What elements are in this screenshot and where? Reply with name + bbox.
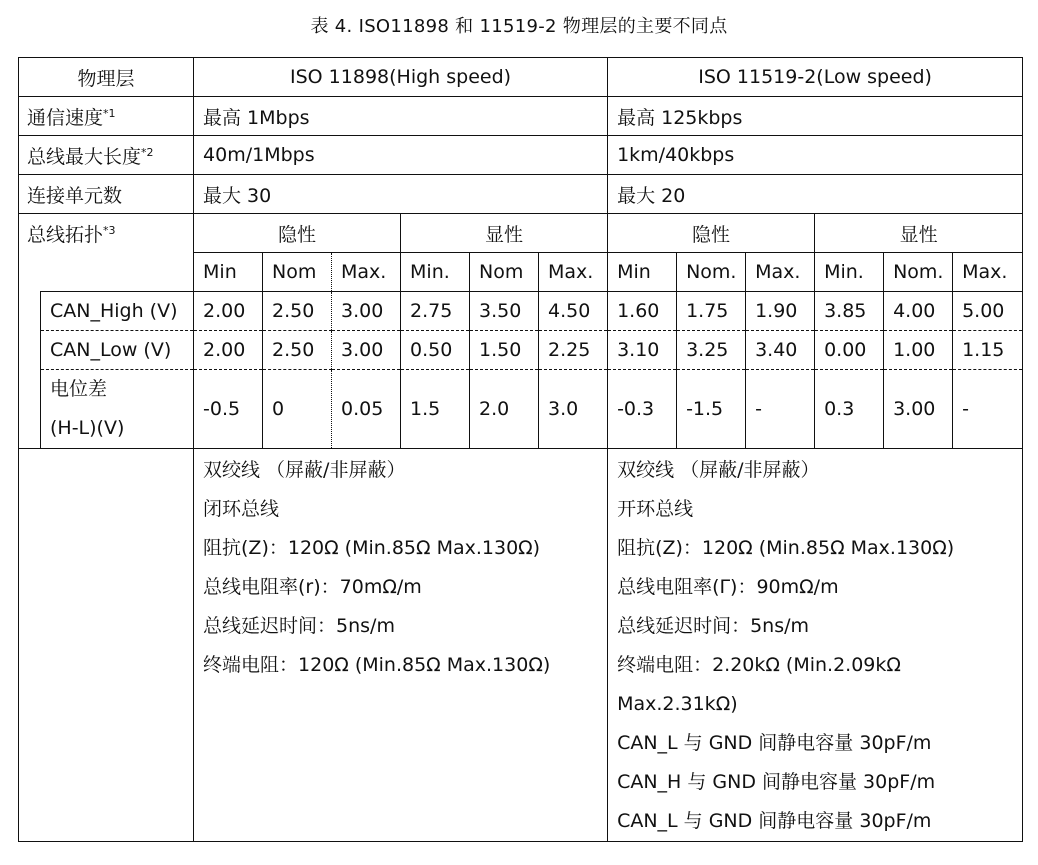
value-cell: 1.15 [953,331,1023,370]
value-cell: 3.50 [470,292,539,331]
indent-spacer [19,292,41,331]
value-cell: 4.00 [884,292,953,331]
subheader-cell: Nom. [677,253,746,292]
subheader-cell: Min. [401,253,470,292]
value-cell: 5.00 [953,292,1023,331]
row-label-topology: 总线拓扑$^{*3}$ [19,214,194,292]
value-cell: 3.00 [332,331,401,370]
value-cell: 0 [263,370,332,449]
value-cell: 2.50 [263,292,332,331]
units-low-speed: 最大 20 [608,175,1023,214]
row-label-can-low: CAN_Low (V) [41,331,194,370]
value-cell: 3.10 [608,331,677,370]
value-cell: 3.85 [815,292,884,331]
row-label-can-high: CAN_High (V) [41,292,194,331]
value-cell: - [953,370,1023,449]
value-cell: 3.00 [884,370,953,449]
value-cell: 4.50 [539,292,608,331]
indent-spacer [19,370,41,449]
notes-label-cell [19,449,194,842]
value-cell: 2.00 [194,292,263,331]
note-line: 总线电阻率(Γ)：90mΩ/m [617,576,839,598]
subheader-cell: Max. [746,253,815,292]
note-line: CAN_H 与 GND 间静电容量 30pF/m [617,771,936,793]
subheader-cell: Nom [470,253,539,292]
table-header-row [19,58,1023,97]
row-label-differential: 电位差 (H-L)(V) [41,370,194,449]
value-cell: -0.5 [194,370,263,449]
row-label-units: 连接单元数 [19,175,194,214]
value-cell: 2.75 [401,292,470,331]
table-row-differential [19,370,1023,449]
note-line: 开环总线 [617,498,694,520]
note-line: 总线延迟时间：5ns/m [203,615,395,637]
value-cell: -0.3 [608,370,677,449]
row-label-length: 总线最大长度$^{*2}$ [19,136,194,175]
note-line: Max.2.31kΩ) [617,693,738,715]
value-cell: 0.3 [815,370,884,449]
note-line: 总线电阻率(r)：70mΩ/m [203,576,422,598]
subheader-cell: Max. [332,253,401,292]
table-row-speed [19,97,1023,136]
note-line: 总线延迟时间：5ns/m [617,615,810,637]
units-high-speed: 最大 30 [194,175,608,214]
indent-spacer [19,331,41,370]
subheader-cell: Nom. [884,253,953,292]
group-ls-dominant: 显性 [815,214,1023,253]
note-line: CAN_L 与 GND 间静电容量 30pF/m [617,732,932,754]
value-cell: 0.00 [815,331,884,370]
speed-high-speed: 最高 1Mbps [194,97,608,136]
value-cell: 1.75 [677,292,746,331]
value-cell: 3.40 [746,331,815,370]
table-row-length [19,136,1023,175]
table-row-can-high [19,292,1023,331]
row-label-speed: 通信速度$^{*1}$ [19,97,194,136]
value-cell: 1.50 [470,331,539,370]
table-row-units [19,175,1023,214]
subheader-cell: Nom [263,253,332,292]
value-cell: 1.60 [608,292,677,331]
value-cell: 3.0 [539,370,608,449]
table-row-notes [19,449,1023,842]
value-cell: 2.25 [539,331,608,370]
speed-low-speed: 最高 125kbps [608,97,1023,136]
subheader-cell: Max. [539,253,608,292]
group-ls-recessive: 隐性 [608,214,815,253]
header-iso11519: ISO 11519-2(Low speed) [608,58,1023,97]
value-cell: 3.00 [332,292,401,331]
value-cell: -1.5 [677,370,746,449]
subheader-cell: Min. [815,253,884,292]
table-row-can-low [19,331,1023,370]
physical-layer-comparison-table [18,57,1023,842]
value-cell: 2.50 [263,331,332,370]
value-cell: 0.05 [332,370,401,449]
table-caption: 表 4. ISO11898 和 11519-2 物理层的主要不同点 [310,16,728,37]
note-line: 闭环总线 [203,498,280,520]
length-low-speed: 1km/40kbps [608,136,1023,175]
value-cell: 1.5 [401,370,470,449]
value-cell: - [746,370,815,449]
group-hs-dominant: 显性 [401,214,608,253]
notes-low-speed [608,449,1023,842]
length-high-speed: 40m/1Mbps [194,136,608,175]
value-cell: 0.50 [401,331,470,370]
notes-high-speed [194,449,608,842]
table-row-topology-groups [19,214,1023,253]
value-cell: 3.25 [677,331,746,370]
note-line: 终端电阻：2.20kΩ (Min.2.09kΩ [617,654,901,676]
value-cell: 1.90 [746,292,815,331]
note-line: CAN_L 与 GND 间静电容量 30pF/m [617,810,932,832]
header-physical-layer: 物理层 [19,58,194,97]
value-cell: 2.0 [470,370,539,449]
header-iso11898: ISO 11898(High speed) [194,58,608,97]
group-hs-recessive: 隐性 [194,214,401,253]
subheader-cell: Min [194,253,263,292]
note-line: 阻抗(Z)：120Ω (Min.85Ω Max.130Ω) [203,537,541,559]
note-line: 双绞线 （屏蔽/非屏蔽） [617,459,820,481]
subheader-cell: Min [608,253,677,292]
subheader-cell: Max. [953,253,1023,292]
note-line: 阻抗(Z)：120Ω (Min.85Ω Max.130Ω) [617,537,955,559]
value-cell: 1.00 [884,331,953,370]
note-line: 双绞线 （屏蔽/非屏蔽） [203,459,406,481]
value-cell: 2.00 [194,331,263,370]
note-line: 终端电阻：120Ω (Min.85Ω Max.130Ω) [203,654,551,676]
